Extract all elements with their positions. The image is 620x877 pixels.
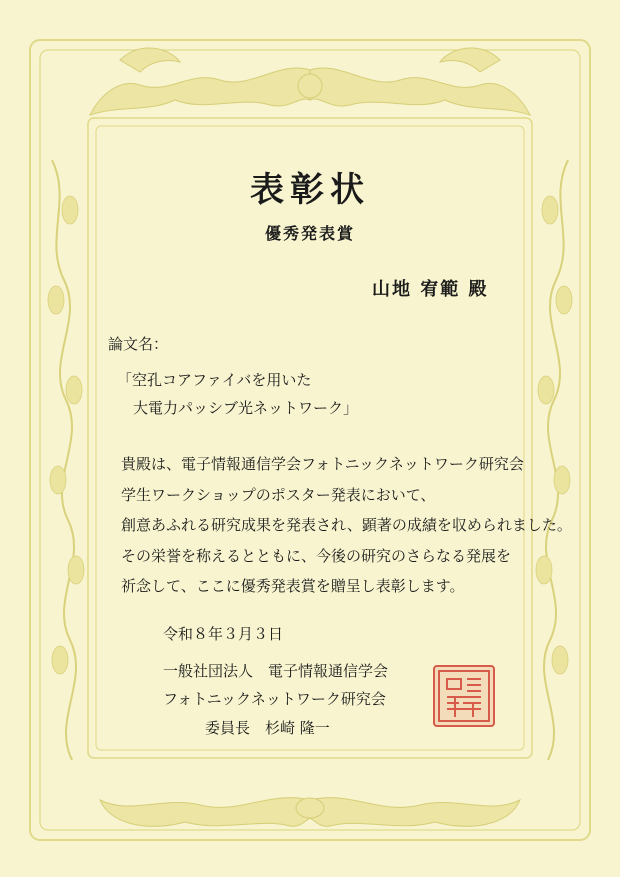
paper-title-line: 「空孔コアファイバを用いた xyxy=(117,371,312,389)
paper-label: 論文名： xyxy=(108,335,169,353)
signer-name: 委員長 杉崎 隆一 xyxy=(205,719,330,737)
organization-name: 一般社団法人 電子情報通信学会 xyxy=(163,662,389,680)
citation-line: 貴殿は、電子情報通信学会フォトニックネットワーク研究会 xyxy=(121,455,524,473)
paper-title xyxy=(117,366,358,422)
certificate-title: 表彰状 xyxy=(250,170,370,210)
citation-text xyxy=(121,449,572,602)
paper-title-line: 大電力パッシブ光ネットワーク」 xyxy=(133,399,359,417)
committee-name: フォトニックネットワーク研究会 xyxy=(163,690,386,708)
red-seal-icon xyxy=(433,665,495,727)
citation-line: 祈念して、ここに優秀発表賞を贈呈し表彰します。 xyxy=(121,577,465,595)
recipient-name: 山地 宥範 殿 xyxy=(372,279,489,300)
citation-line: その栄誉を称えるとともに、今後の研究のさらなる発展を xyxy=(121,546,512,565)
award-date: 令和８年３月３日 xyxy=(163,625,284,643)
citation-line: 学生ワークショップのポスター発表において、 xyxy=(121,485,436,504)
award-name: 優秀発表賞 xyxy=(264,224,355,243)
citation-line: 創意あふれる研究成果を発表され、顕著の成績を収められました。 xyxy=(121,516,572,534)
